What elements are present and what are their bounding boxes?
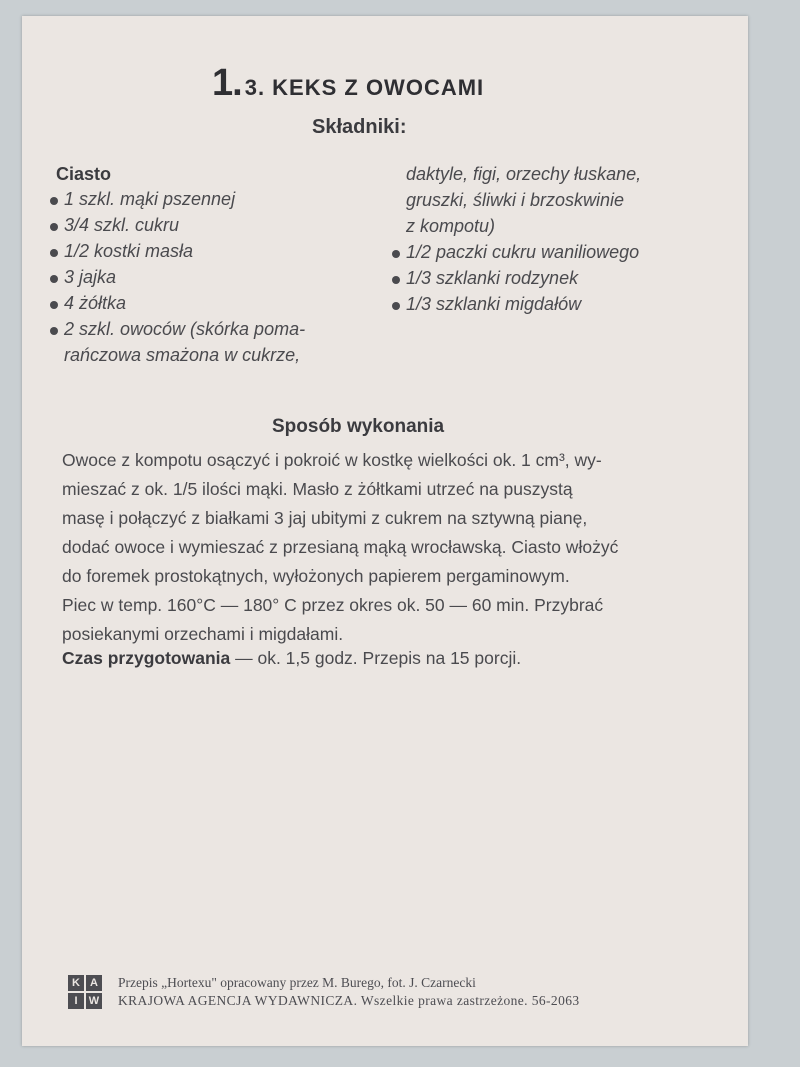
recipe-card [22,16,748,1046]
bullet-icon [392,250,400,258]
ingredient-item [50,316,390,342]
prep-time [62,648,521,669]
ingredient-text: z kompotu) [406,216,496,236]
bullet-icon [392,276,400,284]
ingredient-item [50,342,390,368]
ingredient-text: gruszki, śliwki i brzoskwinie [406,190,625,210]
ingredient-group-title: Ciasto [56,164,112,184]
ingredient-item [50,290,390,316]
ingredient-text: 1/2 kostki masła [64,241,194,261]
title-number: 1 [212,62,233,104]
ingredient-text: 4 żółtka [64,293,127,313]
ingredient-item [50,238,390,264]
ingredient-item [50,186,390,212]
ingredient-text: daktyle, figi, orzechy łuskane, [406,164,642,184]
ingredient-text: 1/3 szklanki migdałów [406,294,582,314]
ingredients-right-column [392,161,722,317]
logo-letter: I [68,993,84,1009]
ingredients-left-column [50,162,390,368]
bullet-icon [50,223,58,231]
ingredient-item [392,187,722,213]
method-line: dodać owoce i wymieszać z przesianą mąką wrocławską. Ciasto włożyć [62,537,619,557]
method-line: masę i połączyć z białkami 3 jaj ubitymi z cukrem na sztywną pianę, [62,508,588,528]
ingredient-item [392,265,722,291]
ingredient-item [392,161,722,187]
bullet-icon [392,302,400,310]
prep-time-text: — ok. 1,5 godz. Przepis na 15 porcji. [230,648,522,668]
method-line: Piec w temp. 160°C — 180° C przez okres ok. 50 — 60 min. Przybrać [62,595,604,615]
footer-line-1: Przepis „Hortexu" opracowany przez M. Burego, fot. J. Czarnecki [118,975,476,990]
logo-letter: W [86,993,102,1009]
footer-line-2: KRAJOWA AGENCJA WYDAWNICZA. Wszelkie prawa zastrzeżone. 56-2063 [118,993,580,1008]
bullet-icon [50,249,58,257]
ingredient-item [392,213,722,239]
bullet-icon [50,275,58,283]
prep-time-label: Czas przygotowania [62,648,231,668]
ingredient-text: rańczowa smażona w cukrze, [64,345,301,365]
ingredient-item [392,239,722,265]
logo-letter: A [86,975,102,991]
bullet-icon [50,327,58,335]
ingredient-item [392,291,722,317]
ingredient-text: 3/4 szkl. cukru [64,215,180,235]
ingredient-text: 3 jajka [64,267,117,287]
method-line: do foremek prostokątnych, wyłożonych papierem pergaminowym. [62,566,570,586]
method-line: posiekanymi orzechami i migdałami. [62,624,344,644]
bullet-icon [50,301,58,309]
method-heading: Sposób wykonania [272,416,445,437]
method-line: mieszać z ok. 1/5 ilości mąki. Masło z żółtkami utrzeć na puszystą [62,479,573,499]
ingredient-list-left [50,186,390,368]
bullet-icon [50,197,58,205]
ingredient-text: 2 szkl. owoców (skórka poma- [64,319,306,339]
title-separator: . [232,62,243,104]
method-text [62,446,712,649]
ingredient-text: 1 szkl. mąki pszennej [64,189,236,209]
recipe-title [212,62,484,105]
logo-letter: K [68,975,84,991]
ingredients-heading: Składniki: [312,116,407,138]
ingredient-list-right [392,161,722,317]
method-line: Owoce z kompotu osączyć i pokroić w kostkę wielkości ok. 1 cm³, wy- [62,450,602,470]
footer-credits [118,974,580,1010]
title-text: 3. KEKS Z OWOCAMI [244,75,485,100]
ingredient-item [50,212,390,238]
ingredient-text: 1/2 paczki cukru waniliowego [406,242,640,262]
ingredient-item [50,264,390,290]
ingredient-text: 1/3 szklanki rodzynek [406,268,579,288]
publisher-logo [68,975,104,1009]
